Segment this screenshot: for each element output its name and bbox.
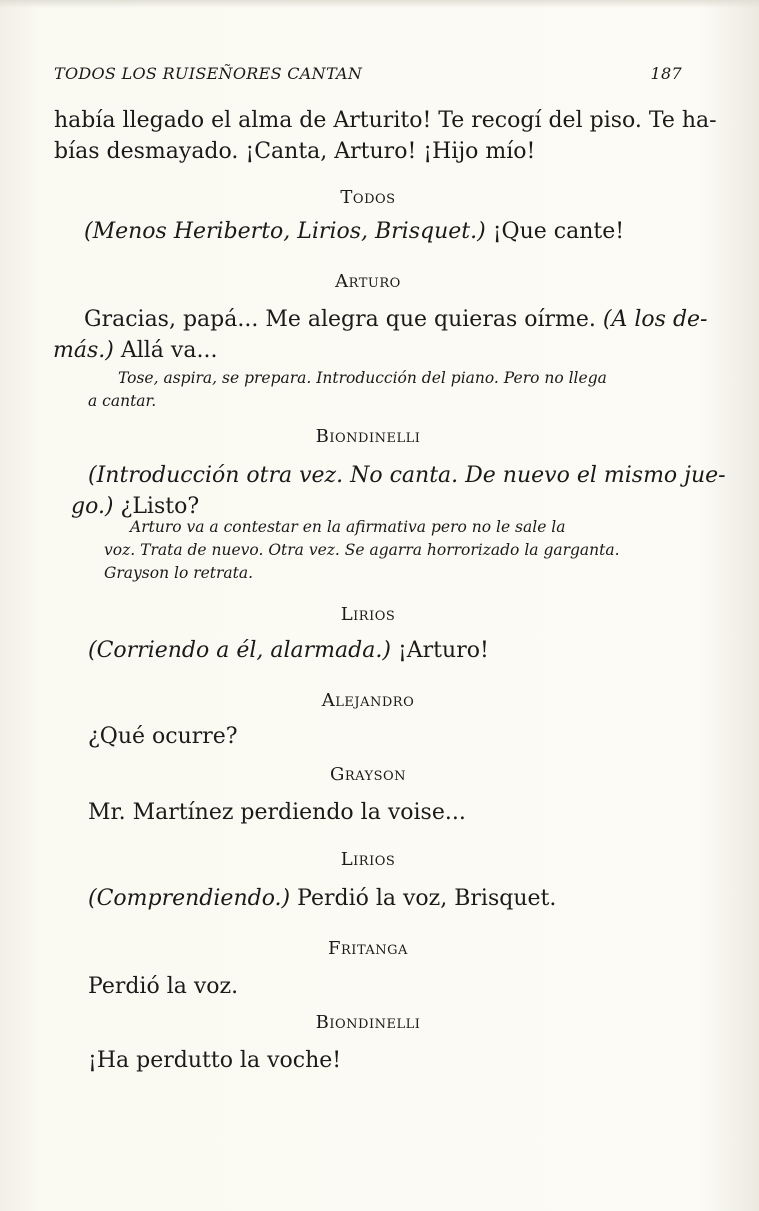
text-line [84, 304, 708, 335]
stage-direction-inline: go.) [71, 494, 114, 519]
dialogue-paragraph [88, 721, 688, 752]
speech-text: ¿Listo? [120, 494, 200, 519]
speech-text: Perdió la voz. [88, 974, 239, 999]
stage-direction-inline: (Menos Heriberto, Lirios, Brisquet.) [84, 219, 486, 244]
stage-direction-inline: (Introducción otra vez. No canta. De nuevo el mismo jue- [88, 463, 726, 488]
stage-direction-inline: (Comprendiendo.) [88, 886, 291, 911]
speech-text: Gracias, papá... Me alegra que quieras oírme. [84, 307, 596, 332]
dialogue-paragraph [88, 797, 688, 828]
text-line [88, 883, 688, 914]
text-line: bías desmayado. ¡Canta, Arturo! ¡Hijo mío! [54, 139, 536, 164]
speaker-name: Arturo [335, 271, 401, 292]
speaker-name: Alejandro [321, 690, 415, 711]
page-number: 187 [650, 64, 682, 83]
dialogue-paragraph [54, 105, 717, 167]
speech-text: Mr. Martínez perdiendo la voise... [88, 800, 466, 825]
speaker-name: Todos [340, 187, 396, 208]
text-line: había llegado el alma de Arturito! Te recogí del piso. Te ha- [54, 108, 717, 133]
book-title: TODOS LOS RUISEÑORES CANTAN [54, 64, 363, 83]
text-line [53, 335, 684, 366]
stage-direction-inline: (A los de- [602, 307, 708, 332]
speaker-name: Biondinelli [315, 426, 421, 447]
page-edge-shadow [0, 0, 759, 8]
speech-text: Allá va... [120, 338, 218, 363]
speech-text: ¿Qué ocurre? [88, 724, 238, 749]
running-header [54, 64, 682, 88]
dialogue-paragraph [88, 635, 688, 666]
dialogue-paragraph [88, 971, 688, 1002]
text-line: a cantar. [88, 392, 157, 410]
speaker-name: Fritanga [328, 938, 408, 959]
text-line: Tose, aspira, se prepara. Introducción del piano. Pero no llega [118, 369, 607, 387]
speaker-name: Lirios [340, 604, 396, 625]
stage-direction [104, 516, 685, 585]
speaker-name: Lirios [340, 849, 396, 870]
stage-direction-inline: (Corriendo a él, alarmada.) [88, 638, 391, 663]
dialogue-paragraph [88, 1045, 688, 1076]
stage-direction [88, 367, 684, 413]
dialogue-paragraph [71, 460, 726, 522]
speech-text: ¡Ha perdutto la voche! [88, 1048, 342, 1073]
speech-text: ¡Que cante! [492, 219, 625, 244]
dialogue-paragraph [88, 883, 688, 914]
text-line: voz. Trata de nuevo. Otra vez. Se agarra horrorizado la garganta. [104, 541, 620, 559]
speaker-name: Biondinelli [315, 1012, 421, 1033]
stage-direction-inline: más.) [53, 338, 114, 363]
text-line: Arturo va a contestar en la afirmativa pero no le sale la [130, 518, 566, 536]
speech-text: ¡Arturo! [397, 638, 489, 663]
text-line: Grayson lo retrata. [104, 564, 254, 582]
speech-text: Perdió la voz, Brisquet. [297, 886, 557, 911]
dialogue-paragraph [84, 216, 684, 247]
text-line [84, 216, 684, 247]
text-line [88, 635, 688, 666]
dialogue-paragraph [53, 304, 708, 366]
speaker-name: Grayson [329, 764, 407, 785]
